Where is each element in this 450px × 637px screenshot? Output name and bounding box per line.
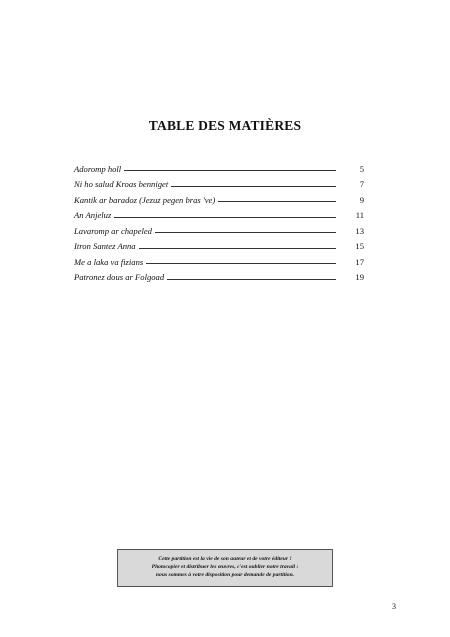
toc-entry-page: 13	[355, 225, 364, 236]
toc-entry-title: Patronez dous ar Folgoad	[74, 272, 165, 282]
toc-entry[interactable]	[74, 189, 364, 205]
toc-entry[interactable]	[74, 251, 364, 267]
toc-leader-line	[146, 263, 336, 264]
notice-line: nous sommes à votre disposition pour demande de partition.	[155, 572, 295, 578]
toc-entry-title: Ni ho salud Kroas benniget	[74, 179, 169, 189]
toc-leader-line	[139, 248, 336, 249]
toc-entry-page: 5	[359, 163, 364, 174]
toc-entry[interactable]	[74, 236, 364, 252]
toc-leader-line	[171, 186, 336, 187]
toc-entry-page: 7	[359, 179, 364, 189]
toc-entry[interactable]	[74, 205, 364, 221]
toc-leader-line	[155, 232, 336, 233]
toc-leader-line	[218, 201, 336, 202]
toc-leader-line	[167, 279, 336, 280]
copyright-notice-box	[117, 549, 333, 587]
toc-entry-page: 15	[355, 241, 364, 251]
table-of-contents	[74, 158, 364, 282]
toc-entry-title: Itron Santez Anna	[74, 241, 136, 251]
toc-entry[interactable]	[74, 174, 364, 190]
toc-entry[interactable]	[74, 158, 364, 174]
toc-entry-title: Lavaromp ar chapeled	[74, 225, 152, 236]
toc-leader-line	[124, 170, 336, 171]
toc-entry[interactable]	[74, 267, 364, 283]
page-number: 3	[392, 602, 396, 611]
toc-entry-title: Me a laka va fizians	[74, 256, 144, 267]
toc-entry-page: 17	[355, 256, 364, 267]
page-title: TABLE DES MATIÈRES	[148, 118, 302, 133]
toc-entry-page: 9	[359, 194, 364, 205]
toc-entry-page: 11	[355, 210, 364, 220]
toc-entry-page: 19	[355, 272, 364, 282]
notice-line: Photocopier et distribuer les œuvres, c'est oublier notre travail :	[151, 564, 299, 570]
toc-leader-line	[114, 217, 336, 218]
toc-entry[interactable]	[74, 220, 364, 236]
toc-entry-title: Adoromp holl	[74, 163, 122, 174]
toc-entry-title: Kantik ar baradoz (Jezuz pegen bras 've)	[74, 194, 216, 205]
toc-entry-title: An Anjeluz	[74, 210, 112, 220]
notice-line: Cette partition est la vie de son auteur et de votre éditeur !	[158, 556, 292, 562]
